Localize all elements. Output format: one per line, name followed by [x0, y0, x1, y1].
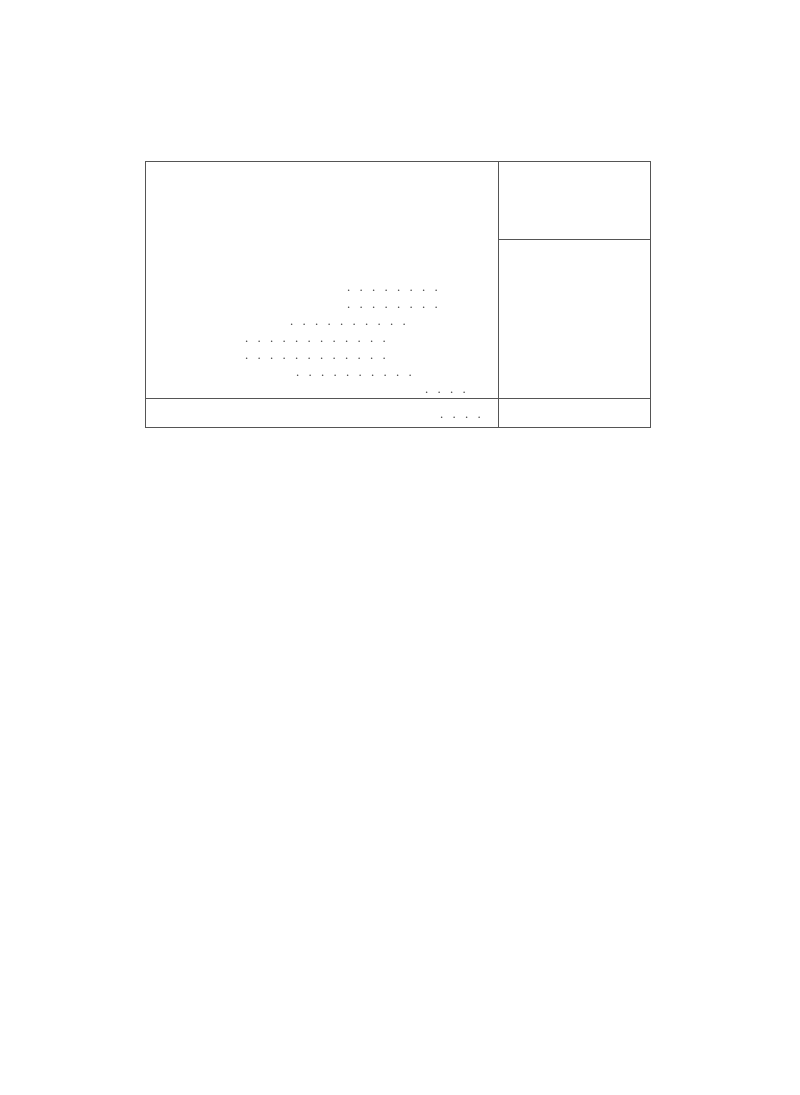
header-rule: [498, 239, 650, 240]
table-mid-rule: [498, 161, 499, 428]
table-bottom-rule: [145, 427, 650, 428]
leader-dots: . . . .: [440, 406, 484, 421]
table-left-rule: [145, 161, 146, 428]
leader-dots: . . . . . . . . . . . .: [245, 347, 389, 362]
table-top-rule: [145, 161, 650, 162]
table-right-rule: [650, 161, 651, 428]
leader-dots: . . . . . . . . . .: [290, 313, 409, 328]
leader-dots: . . . .: [425, 381, 469, 396]
leader-dots: . . . . . . . .: [347, 296, 441, 311]
leader-dots: . . . . . . . . . .: [296, 364, 415, 379]
total-rule: [145, 398, 650, 399]
leader-dots: . . . . . . . .: [347, 279, 441, 294]
leader-dots: . . . . . . . . . . . .: [245, 330, 389, 345]
